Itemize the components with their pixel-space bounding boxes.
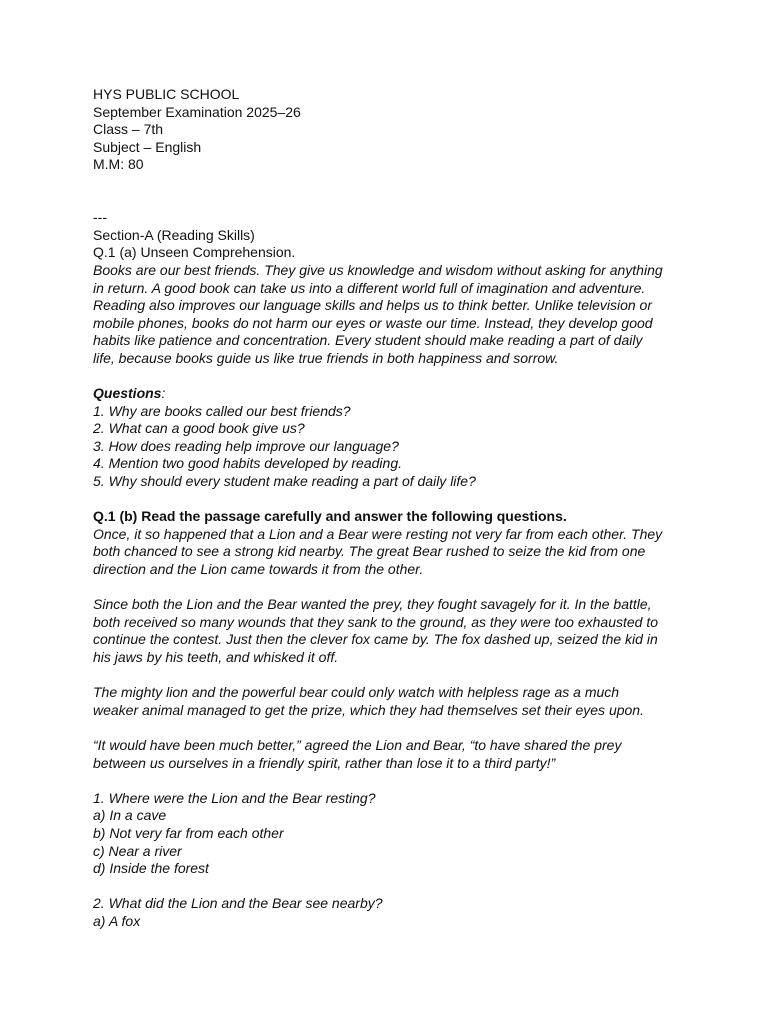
story-paragraph-2 <box>93 596 683 666</box>
passage-line: in return. A good book can take us into a different world full of imagination and adventure. <box>93 279 646 296</box>
passage-line: habits like patience and concentration. Every student should make reading a part of daily <box>93 332 643 349</box>
spacer <box>93 719 683 737</box>
mcq-question: 1. Where were the Lion and the Bear resting? <box>93 789 376 806</box>
passage-line: Reading also improves our language skills and helps us to think better. Unlike television or <box>93 297 653 314</box>
spacer <box>93 772 683 790</box>
passage-line: life, because books guide us like true friends in both happiness and sorrow. <box>93 349 559 366</box>
mcq-1 <box>93 790 683 878</box>
story-line: weaker animal managed to get the prize, which they had themselves set their eyes upon. <box>93 701 644 718</box>
questions-label: Questions <box>93 385 162 402</box>
divider: --- <box>93 209 107 226</box>
story-paragraph-3 <box>93 684 683 719</box>
q1b-title: Q.1 (b) Read the passage carefully and answer the following questions. <box>93 508 567 525</box>
mcq-option: a) In a cave <box>93 807 167 824</box>
document-body <box>93 86 683 931</box>
exam-header <box>93 86 683 174</box>
story-line: his jaws by his teeth, and whisked it off. <box>93 649 339 665</box>
comprehension-passage <box>93 262 683 368</box>
question-item: 4. Mention two good habits developed by reading. <box>93 455 402 472</box>
question-item: 5. Why should every student make reading a part of daily life? <box>93 473 476 490</box>
spacer <box>93 174 683 209</box>
spacer <box>93 579 683 597</box>
mcq-option: a) A fox <box>93 912 141 929</box>
passage-line: mobile phones, books do not harm our eyes or waste our time. Instead, they develop good <box>93 314 653 331</box>
questions-heading <box>93 385 683 403</box>
story-line: direction and the Lion came towards it from the other. <box>93 561 424 578</box>
mcq-option: c) Near a river <box>93 842 182 859</box>
passage-line: Books are our best friends. They give us knowledge and wisdom without asking for anything <box>93 261 663 278</box>
section-title: Section-A (Reading Skills) <box>93 226 255 243</box>
mcq-2 <box>93 895 683 930</box>
story-line: between us ourselves in a friendly spirit, rather than lose it to a third party!” <box>93 754 556 771</box>
question-item: 3. How does reading help improve our language? <box>93 437 399 454</box>
story-line: Since both the Lion and the Bear wanted the prey, they fought savagely for it. In the battle, <box>93 596 652 613</box>
story-line: “It would have been much better,” agreed the Lion and Bear, “to have shared the prey <box>93 736 622 753</box>
questions-list <box>93 403 683 491</box>
exam-title: September Examination 2025–26 <box>93 103 301 120</box>
subject-label: Subject – English <box>93 138 202 155</box>
questions-colon: : <box>161 385 166 402</box>
mcq-option: b) Not very far from each other <box>93 824 284 841</box>
school-name: HYS PUBLIC SCHOOL <box>93 86 240 102</box>
spacer <box>93 368 683 386</box>
story-paragraph-1 <box>93 526 683 579</box>
story-line: both received so many wounds that they sank to the ground, as they were too exhausted to <box>93 613 659 630</box>
mcq-question: 2. What did the Lion and the Bear see nearby? <box>93 895 383 912</box>
question-item: 1. Why are books called our best friends? <box>93 402 351 419</box>
story-paragraph-4 <box>93 737 683 772</box>
story-line: continue the contest. Just then the clever fox came by. The fox dashed up, seized the kid in <box>93 631 658 648</box>
question-item: 2. What can a good book give us? <box>93 420 305 437</box>
spacer <box>93 878 683 896</box>
story-line: both chanced to see a strong kid nearby. The great Bear rushed to seize the kid from one <box>93 543 646 560</box>
class-label: Class – 7th <box>93 121 164 138</box>
story-line: Once, it so happened that a Lion and a Bear were resting not very far from each other. They <box>93 525 663 542</box>
spacer <box>93 667 683 685</box>
story-line: The mighty lion and the powerful bear could only watch with helpless rage as a much <box>93 684 620 701</box>
mcq-option: d) Inside the forest <box>93 860 209 877</box>
spacer <box>93 491 683 509</box>
max-marks: M.M: 80 <box>93 156 144 173</box>
q1a-title: Q.1 (a) Unseen Comprehension. <box>93 244 296 261</box>
